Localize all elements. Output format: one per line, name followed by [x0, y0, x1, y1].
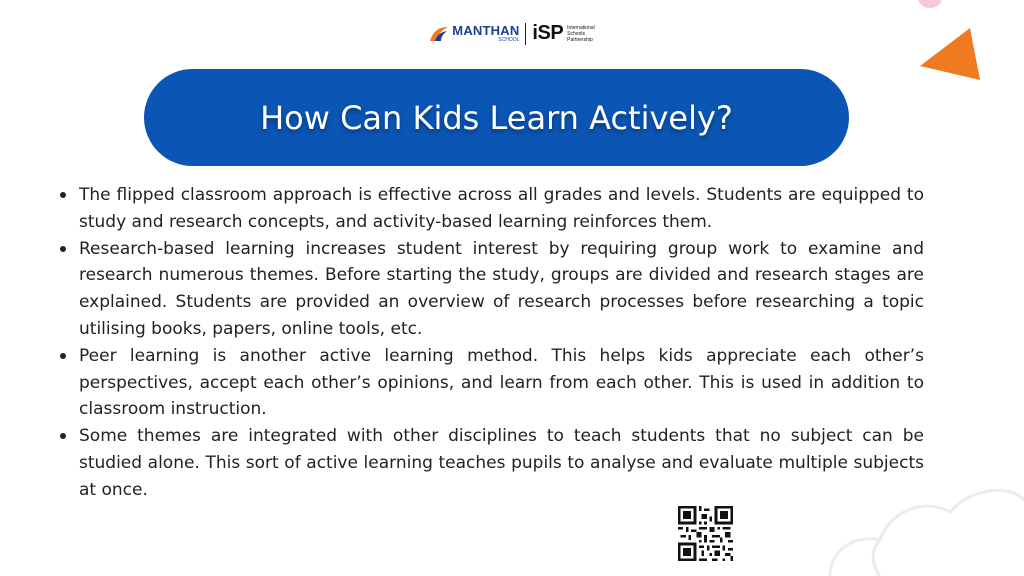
list-item: Research-based learning increases student interest by requiring group work to examine and research numerous themes. Before starting the study, groups are divided and research stages are explained. Students are provided an overview of research processes before researching a topic utilising books, papers, online tools, etc. [60, 236, 924, 343]
title-banner [144, 69, 849, 166]
manthan-name: MANTHAN [452, 23, 520, 38]
isp-mark: iSP [532, 22, 564, 44]
isp-tagline-line: Schools [567, 30, 585, 37]
manthan-logo [429, 24, 519, 43]
isp-tagline [567, 25, 595, 43]
isp-logo [532, 22, 594, 45]
manthan-emblem-icon [429, 25, 449, 43]
pink-circle-decoration [915, 0, 945, 10]
bullet-list [60, 182, 924, 504]
page-title: How Can Kids Learn Actively? [260, 98, 733, 137]
manthan-sub: SCHOOL [498, 37, 520, 43]
logo-bar [0, 22, 1024, 45]
qr-code-icon [678, 506, 733, 561]
list-item: The flipped classroom approach is effective across all grades and levels. Students are equipped to study and research concepts, and activity-based learning reinforces them. [60, 182, 924, 236]
list-item: Peer learning is another active learning method. This helps kids appreciate each other’s perspectives, accept each other’s opinions, and learn from each other. This is used in addition to classroom instruction. [60, 343, 924, 423]
isp-tagline-line: Partnership [567, 36, 593, 43]
isp-tagline-line: International [567, 24, 595, 31]
logo-divider [525, 23, 526, 45]
list-item: Some themes are integrated with other disciplines to teach students that no subject can be studied alone. This sort of active learning teaches pupils to analyse and evaluate multiple subjects at once. [60, 423, 924, 503]
